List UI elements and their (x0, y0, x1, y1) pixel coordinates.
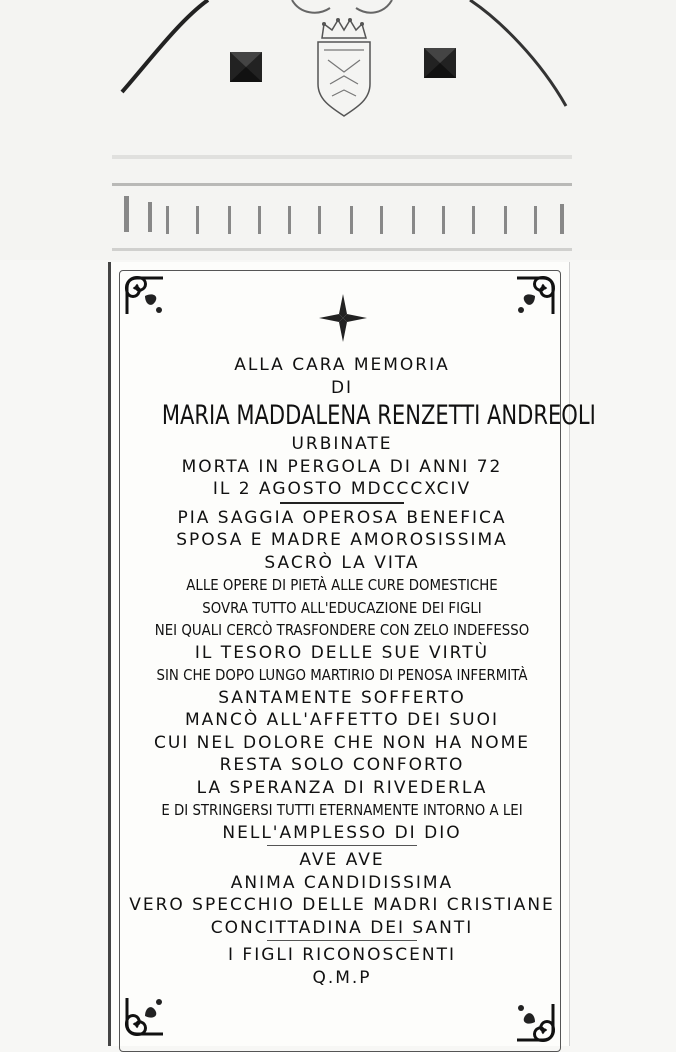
inscription-line: SIN CHE DOPO LUNGO MARTIRIO DI PENOSA INFERMITÀ (156, 666, 528, 684)
inscription-line: LA SPERANZA DI RIVEDERLA (196, 777, 488, 798)
inscription-line: IL 2 AGOSTO MDCCCXCIV (212, 479, 472, 499)
inscription-line: NELL'AMPLESSO DI DIO (222, 822, 462, 843)
inscription-line: VERO SPECCHIO DELLE MADRI CRISTIANE (129, 895, 555, 915)
inscription-line: Q.M.P (312, 967, 372, 988)
maltese-cross-icon (317, 292, 369, 344)
inscription-line: SPOSA E MADRE AMOROSISSIMA (176, 530, 508, 550)
inscription-line: URBINATE (291, 434, 393, 454)
monument-top (0, 0, 676, 260)
inscription-line: SANTAMENTE SOFFERTO (218, 687, 466, 708)
inscription-line: ALLE OPERE DI PIETÀ ALLE CURE DOMESTICHE (186, 576, 498, 594)
inscription-line: SACRÒ LA VITA (264, 552, 420, 573)
inscription-line: E DI STRINGERSI TUTTI ETERNAMENTE INTORNO A LEI (161, 801, 523, 819)
inscription-line: DI (330, 377, 354, 398)
inscription (111, 354, 596, 989)
inscription-line: PIA SAGGIA OPEROSA BENEFICA (177, 507, 507, 528)
corner-ornament-bottom-right-icon (513, 1000, 557, 1044)
inscription-line: ALLA CARA MEMORIA (234, 355, 450, 375)
inscription-line: CUI NEL DOLORE CHE NON HA NOME (153, 732, 531, 753)
corner-ornament-top-right-icon (513, 274, 557, 318)
inscription-line: RESTA SOLO CONFORTO (219, 755, 465, 775)
inscription-line: SOVRA TUTTO ALL'EDUCAZIONE DEI FIGLI (202, 598, 482, 617)
memorial-plaque (108, 262, 596, 1046)
inscription-line: MANCÒ ALL'AFFETTO DEI SUOI (185, 710, 499, 730)
inscription-line: CONCITTADINA DEI SANTI (210, 917, 474, 938)
right-stud-icon (424, 48, 456, 78)
corner-ornament-top-left-icon (123, 274, 167, 318)
deceased-name: MARIA MADDALENA RENZETTI ANDREOLI (161, 400, 596, 431)
corner-ornament-bottom-left-icon (123, 994, 167, 1038)
inscription-line: ANIMA CANDIDISSIMA (230, 872, 454, 893)
inscription-line: IL TESORO DELLE SUE VIRTÙ (194, 642, 490, 663)
divider-rule (267, 845, 417, 846)
inscription-line: NEI QUALI CERCÒ TRASFONDERE CON ZELO INDEFESSO (154, 621, 530, 639)
inscription-line: I FIGLI RICONOSCENTI (228, 945, 456, 965)
left-stud-icon (230, 52, 262, 82)
inscription-line: MORTA IN PERGOLA DI ANNI 72 (181, 456, 503, 477)
divider-rule (280, 502, 404, 504)
divider-rule (267, 940, 417, 941)
inscription-line: AVE AVE (299, 850, 385, 870)
